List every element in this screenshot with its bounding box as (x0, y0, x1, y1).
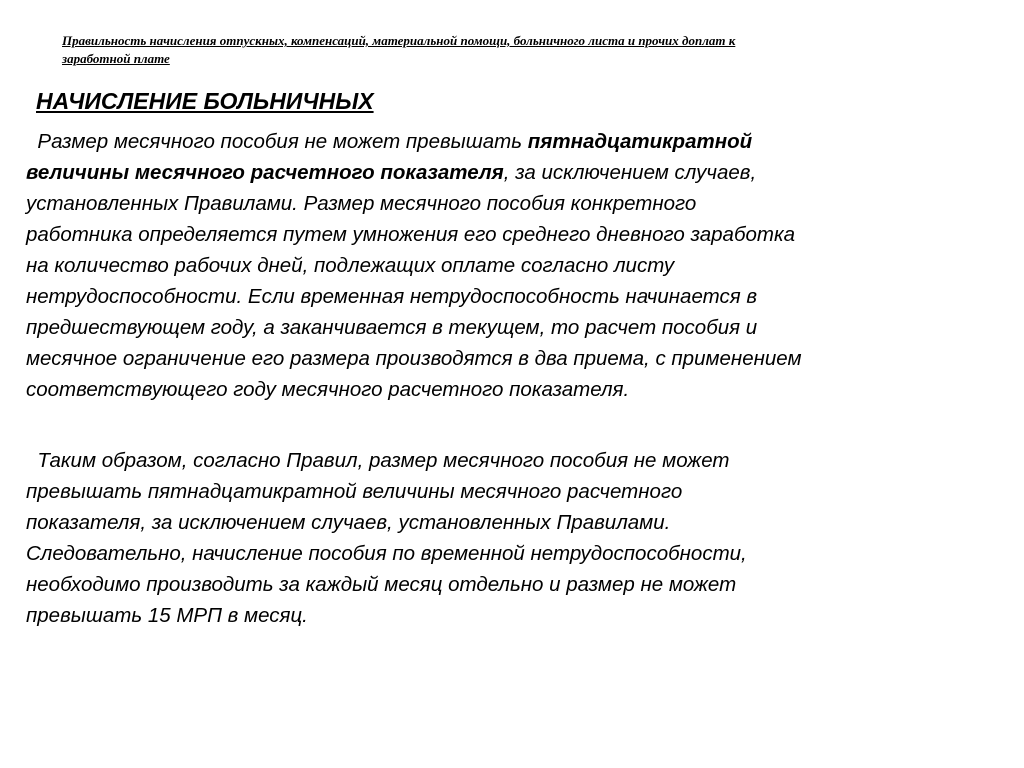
paragraph-line: работника определяется путем умножения его среднего дневного заработка (26, 223, 796, 246)
document-header (62, 32, 962, 68)
paragraph-line (26, 157, 1004, 188)
paragraph-line: Следовательно, начисление пособия по временной нетрудоспособности, (26, 542, 747, 565)
paragraph-line: необходимо производить за каждый месяц отдельно и размер не может (26, 573, 737, 596)
paragraph-line: на количество рабочих дней, подлежащих оплате согласно листу (26, 254, 675, 277)
bold-text-run: величины месячного расчетного показателя (26, 161, 504, 184)
paragraph-line: превышать пятнадцатикратной величины месячного расчетного (26, 480, 683, 503)
paragraph-line: месячное ограничение его размера производятся в два приема, с применением (26, 347, 802, 370)
text-run: , за исключением случаев, (503, 161, 757, 184)
paragraph-2 (26, 445, 1004, 631)
paragraph-line: установленных Правилами. Размер месячного пособия конкретного (26, 192, 697, 215)
paragraph-line: нетрудоспособности. Если временная нетрудоспособность начинается в (26, 285, 758, 308)
paragraph-line: Таким образом, согласно Правил, размер месячного пособия не может (26, 449, 730, 472)
paragraph-line: соответствующего году месячного расчетного показателя. (26, 378, 630, 401)
paragraph-line: показателя, за исключением случаев, установленных Правилами. (26, 511, 671, 534)
text-run: Размер месячного пособия не может превышать (26, 130, 528, 153)
paragraph-line: превышать 15 МРП в месяц. (26, 604, 308, 627)
header-line: заработной плате (62, 51, 170, 66)
section-title: НАЧИСЛЕНИЕ БОЛЬНИЧНЫХ (36, 88, 374, 114)
bold-text-run: пятнадцатикратной (527, 130, 753, 153)
header-line: Правильность начисления отпускных, компенсаций, материальной помощи, больничного листа и прочих доплат к (62, 33, 736, 48)
paragraph-1 (26, 126, 1004, 405)
paragraph-line (26, 126, 1004, 157)
paragraph-line: предшествующем году, а заканчивается в текущем, то расчет пособия и (26, 316, 758, 339)
